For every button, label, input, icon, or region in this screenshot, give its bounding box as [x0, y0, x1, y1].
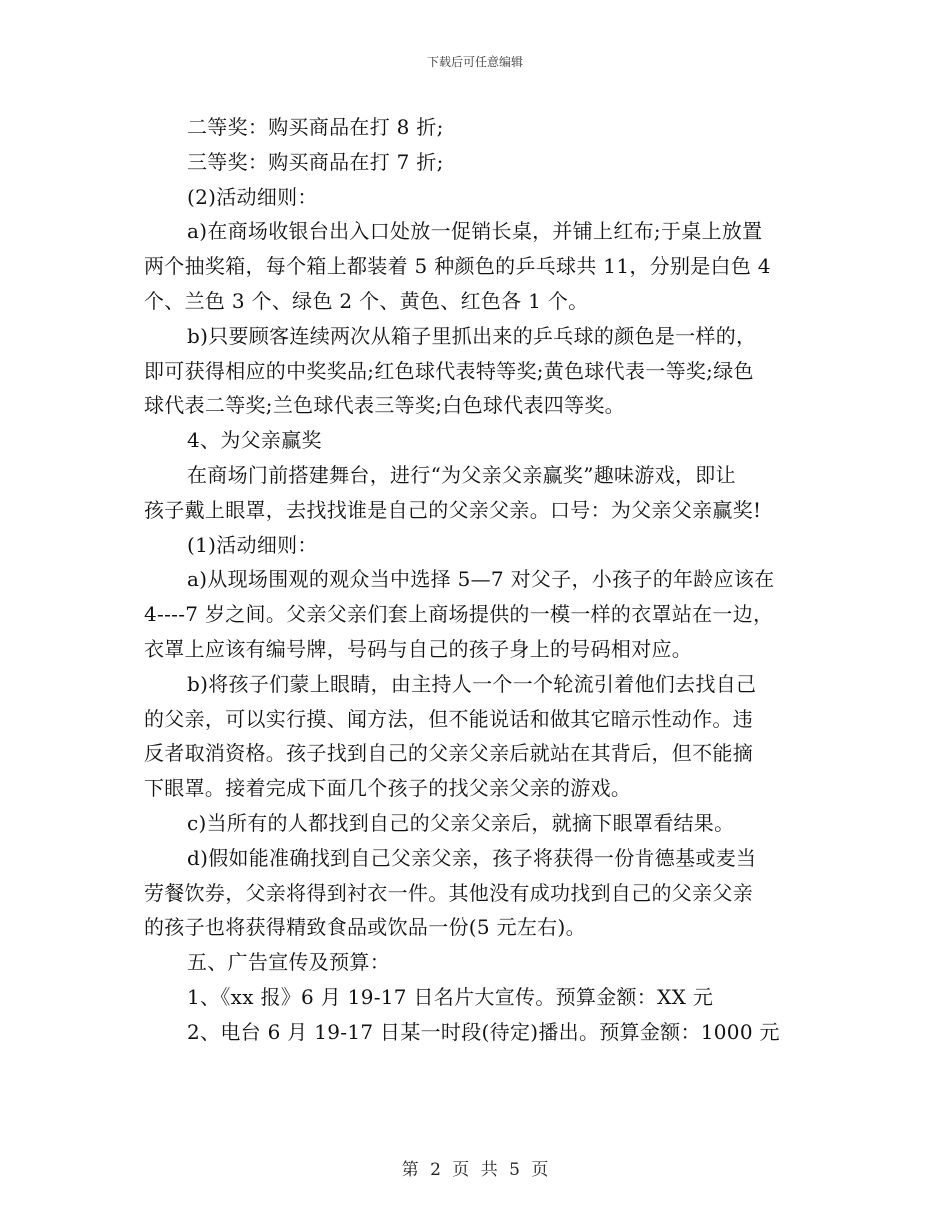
text-line: (2)活动细则： [187, 184, 318, 209]
text-line: 下眼罩。接着完成下面几个孩子的找父亲父亲的游戏。 [144, 776, 632, 801]
text-line: 的父亲，可以实行摸、闻方法，但不能说话和做其它暗示性动作。违 [144, 706, 753, 731]
page-header: 下载后可任意编辑 [426, 55, 523, 69]
text-line: 4----7 岁之间。父亲父亲们套上商场提供的一模一样的衣罩站在一边， [144, 602, 774, 627]
text-line: 即可获得相应的中奖奖品;红色球代表特等奖;黄色球代表一等奖;绿色 [144, 358, 754, 383]
text-line: 个、兰色 3 个、绿色 2 个、黄色、红色各 1 个。 [144, 288, 589, 313]
text-line: d)假如能准确找到自己父亲父亲，孩子将获得一份肯德基或麦当 [187, 845, 757, 870]
text-line: 两个抽奖箱，每个箱上都装着 5 种颜色的乒乓球共 11，分别是白色 4 [144, 254, 771, 279]
text-line: 2、电台 6 月 19-17 日某一时段(待定)播出。预算金额：1000 元 [187, 1019, 780, 1044]
text-line: 球代表二等奖;兰色球代表三等奖;白色球代表四等奖。 [144, 393, 625, 418]
text-line: 三等奖：购买商品在打 7 折; [187, 149, 444, 174]
text-line: a)在商场收银台出入口处放一促销长桌，并铺上红布;于桌上放置 [187, 219, 763, 244]
text-line: 1、《xx 报》6 月 19-17 日名片大宣传。预算金额：XX 元 [187, 984, 714, 1009]
document-body [144, 110, 809, 1050]
text-line: b)只要顾客连续两次从箱子里抓出来的乒乓球的颜色是一样的， [187, 323, 757, 348]
text-line: c)当所有的人都找到自己的父亲父亲后，就摘下眼罩看结果。 [187, 810, 735, 835]
text-line: 的孩子也将获得精致食品或饮品一份(5 元左右)。 [144, 915, 586, 940]
page-number: 第 2 页 共 5 页 [401, 1160, 549, 1180]
text-line: b)将孩子们蒙上眼睛，由主持人一个一个轮流引着他们去找自己 [187, 671, 757, 696]
text-line: 4、为父亲赢奖 [187, 428, 322, 453]
text-line: 在商场门前搭建舞台，进行“为父亲父亲赢奖”趣味游戏，即让 [187, 462, 736, 487]
text-line: (1)活动细则： [187, 532, 318, 557]
text-line: 劳餐饮券，父亲将得到衬衣一件。其他没有成功找到自己的父亲父亲 [144, 880, 753, 905]
text-line: 孩子戴上眼罩，去找找谁是自己的父亲父亲。口号：为父亲父亲赢奖! [144, 497, 762, 522]
text-line: 反者取消资格。孩子找到自己的父亲父亲后就站在其背后，但不能摘 [144, 741, 753, 766]
text-line: a)从现场围观的观众当中选择 5—7 对父子，小孩子的年龄应该在 [187, 567, 775, 592]
text-line: 二等奖：购买商品在打 8 折; [187, 115, 444, 139]
text-line: 五、广告宣传及预算： [187, 950, 390, 975]
text-line: 衣罩上应该有编号牌，号码与自己的孩子身上的号码相对应。 [144, 636, 693, 661]
